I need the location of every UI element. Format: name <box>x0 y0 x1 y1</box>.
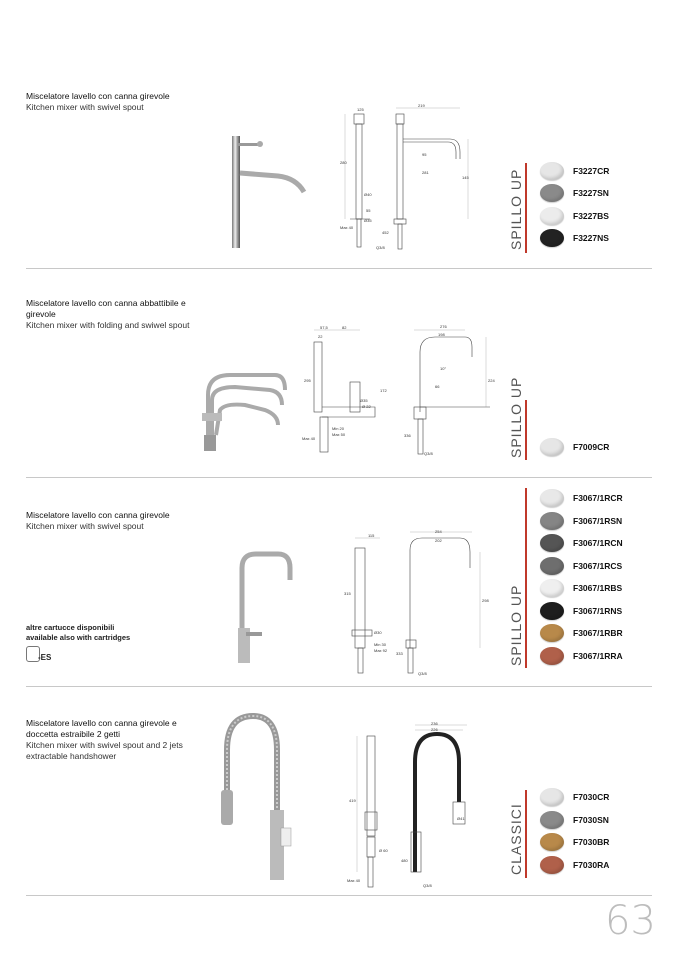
dim-label: Min 20 <box>332 426 345 431</box>
product-variant <box>540 228 609 248</box>
section-2-titles <box>26 298 196 331</box>
dim-label: 115 <box>368 533 375 538</box>
finish-swatch <box>540 438 564 456</box>
product-code: F3067/1RCS <box>573 561 623 571</box>
product-title-en: Kitchen mixer with folding and swiwel spout <box>26 320 190 330</box>
dim-label: Ø41 <box>457 816 465 821</box>
series-label: SPILLO UP <box>508 376 524 458</box>
finish-swatch <box>540 579 564 597</box>
section-1-titles <box>26 91 170 113</box>
technical-drawing-1 <box>340 104 480 254</box>
series-accent-bar <box>525 790 527 878</box>
technical-drawing-4 <box>345 722 485 892</box>
finish-swatch <box>540 184 564 202</box>
dim-label: 280 <box>340 160 347 165</box>
product-variant <box>540 832 609 852</box>
dim-label: 219 <box>418 103 425 108</box>
faucet-photo-4 <box>215 710 305 890</box>
cartridge-code: -ES <box>38 653 52 662</box>
product-code: F3227SN <box>573 188 609 198</box>
product-code: F3067/1RCN <box>573 538 623 548</box>
dim-label: Ø 22 <box>362 404 371 409</box>
faucet-photo-3 <box>220 548 300 673</box>
product-code: F3227CR <box>573 166 610 176</box>
page-number: 63 <box>605 898 656 944</box>
dim-label: 22 <box>318 334 323 339</box>
product-code: F3067/1RCR <box>573 493 623 503</box>
product-title-it: Miscelatore lavello con canna girevole <box>26 510 170 520</box>
product-variant <box>540 488 623 508</box>
product-title-it: Miscelatore lavello con canna girevole e doccetta estraibile 2 getti <box>26 718 177 739</box>
finish-swatch <box>540 207 564 225</box>
section-3-titles <box>26 510 170 532</box>
series-accent-bar <box>525 163 527 253</box>
product-variant <box>540 556 622 576</box>
dim-label: 226 <box>431 727 438 732</box>
product-code: F7009CR <box>573 442 610 452</box>
finish-swatch <box>540 512 564 530</box>
cartridge-note <box>26 623 130 643</box>
dim-label: Max 92 <box>374 648 388 653</box>
dim-label: Ø35 <box>360 398 368 403</box>
finish-swatch <box>540 856 564 874</box>
dim-label: Q3/8 <box>423 883 432 888</box>
dim-label: 145 <box>462 175 469 180</box>
dim-label: Max 40 <box>302 436 316 441</box>
finish-swatch <box>540 534 564 552</box>
dim-label: 202 <box>435 538 442 543</box>
series-label: CLASSICI <box>508 803 524 875</box>
section-divider <box>26 895 652 896</box>
series-accent-bar <box>525 488 527 668</box>
product-variant <box>540 787 609 807</box>
product-variant <box>540 183 609 203</box>
section-divider <box>26 268 652 269</box>
product-variant <box>540 601 622 621</box>
dim-label: Min 30 <box>374 642 387 647</box>
dim-label: 480 <box>401 858 408 863</box>
section-divider <box>26 686 652 687</box>
product-code: F7030SN <box>573 815 609 825</box>
product-variant <box>540 646 623 666</box>
section-divider <box>26 477 652 478</box>
dim-label: Max 40 <box>340 225 354 230</box>
finish-swatch <box>540 647 564 665</box>
product-variant <box>540 437 609 457</box>
dim-label: 236 <box>431 721 438 726</box>
dim-label: 315 <box>344 591 351 596</box>
product-variant <box>540 206 609 226</box>
finish-swatch <box>540 162 564 180</box>
product-variant <box>540 161 609 181</box>
dim-label: Q3/8 <box>424 451 433 456</box>
series-label: SPILLO UP <box>508 584 524 666</box>
dim-label: Ø35 <box>364 218 372 223</box>
product-code: F7030RA <box>573 860 610 870</box>
dim-label: 172 <box>380 388 387 393</box>
dim-label: 295 <box>304 378 311 383</box>
dim-label: 95 <box>422 152 427 157</box>
technical-drawing-2 <box>300 322 500 462</box>
faucet-photo-2 <box>190 365 290 455</box>
series-label: SPILLO UP <box>508 168 524 250</box>
finish-swatch <box>540 833 564 851</box>
dim-label: 333 <box>396 651 403 656</box>
dim-label: Ø40 <box>364 192 372 197</box>
product-code: F7030CR <box>573 792 610 802</box>
dim-label: 55 <box>366 208 371 213</box>
dim-label: 66 <box>435 384 440 389</box>
faucet-photo-1 <box>218 128 313 253</box>
dim-label: 336 <box>404 433 411 438</box>
cartridge-note-en: available also with cartridges <box>26 633 131 642</box>
finish-swatch <box>540 602 564 620</box>
product-code: F7030BR <box>573 837 610 847</box>
dim-label: 452 <box>382 230 389 235</box>
dim-label: Max 50 <box>332 432 346 437</box>
dim-label: 125 <box>357 107 364 112</box>
cartridge-note-it: altre cartucce disponibili <box>26 623 115 632</box>
dim-label: 10° <box>440 366 447 371</box>
product-title-it: Miscelatore lavello con canna girevole <box>26 91 170 101</box>
section-4-titles <box>26 718 196 762</box>
dim-label: 254 <box>435 529 442 534</box>
product-variant <box>540 810 609 830</box>
product-code: F3227BS <box>573 211 609 221</box>
dim-label: 419 <box>349 798 356 803</box>
product-variant <box>540 533 623 553</box>
product-title-en: Kitchen mixer with swivel spout and 2 jets extractable handshower <box>26 740 183 761</box>
product-code: F3067/1RBS <box>573 583 623 593</box>
dim-label: 298 <box>482 598 489 603</box>
dim-label: 57,5 <box>320 325 328 330</box>
technical-drawing-3 <box>340 530 490 680</box>
product-variant <box>540 578 622 598</box>
product-title-en: Kitchen mixer with swivel spout <box>26 102 144 112</box>
finish-swatch <box>540 229 564 247</box>
finish-swatch <box>540 624 564 642</box>
dim-label: 281 <box>422 170 429 175</box>
dim-label: Q3/8 <box>376 245 385 250</box>
product-variant <box>540 511 622 531</box>
dim-label: Q3/8 <box>418 671 427 676</box>
product-code: F3067/1RSN <box>573 516 623 526</box>
product-variant <box>540 623 623 643</box>
dim-label: 82 <box>342 325 347 330</box>
product-code: F3067/1RRA <box>573 651 623 661</box>
finish-swatch <box>540 557 564 575</box>
product-code: F3227NS <box>573 233 609 243</box>
dim-label: Ø30 <box>374 630 382 635</box>
dim-label: 276 <box>440 324 447 329</box>
product-code: F3067/1RNS <box>573 606 623 616</box>
dim-label: 198 <box>438 332 445 337</box>
finish-swatch <box>540 489 564 507</box>
product-variant <box>540 855 609 875</box>
finish-swatch <box>540 788 564 806</box>
product-code: F3067/1RBR <box>573 628 623 638</box>
finish-swatch <box>540 811 564 829</box>
dim-label: Max 40 <box>347 878 361 883</box>
dim-label: 224 <box>488 378 495 383</box>
product-title-en: Kitchen mixer with swivel spout <box>26 521 144 531</box>
series-accent-bar <box>525 400 527 460</box>
product-title-it: Miscelatore lavello con canna abbattibile e girevole <box>26 298 186 319</box>
dim-label: Ø 60 <box>379 848 388 853</box>
